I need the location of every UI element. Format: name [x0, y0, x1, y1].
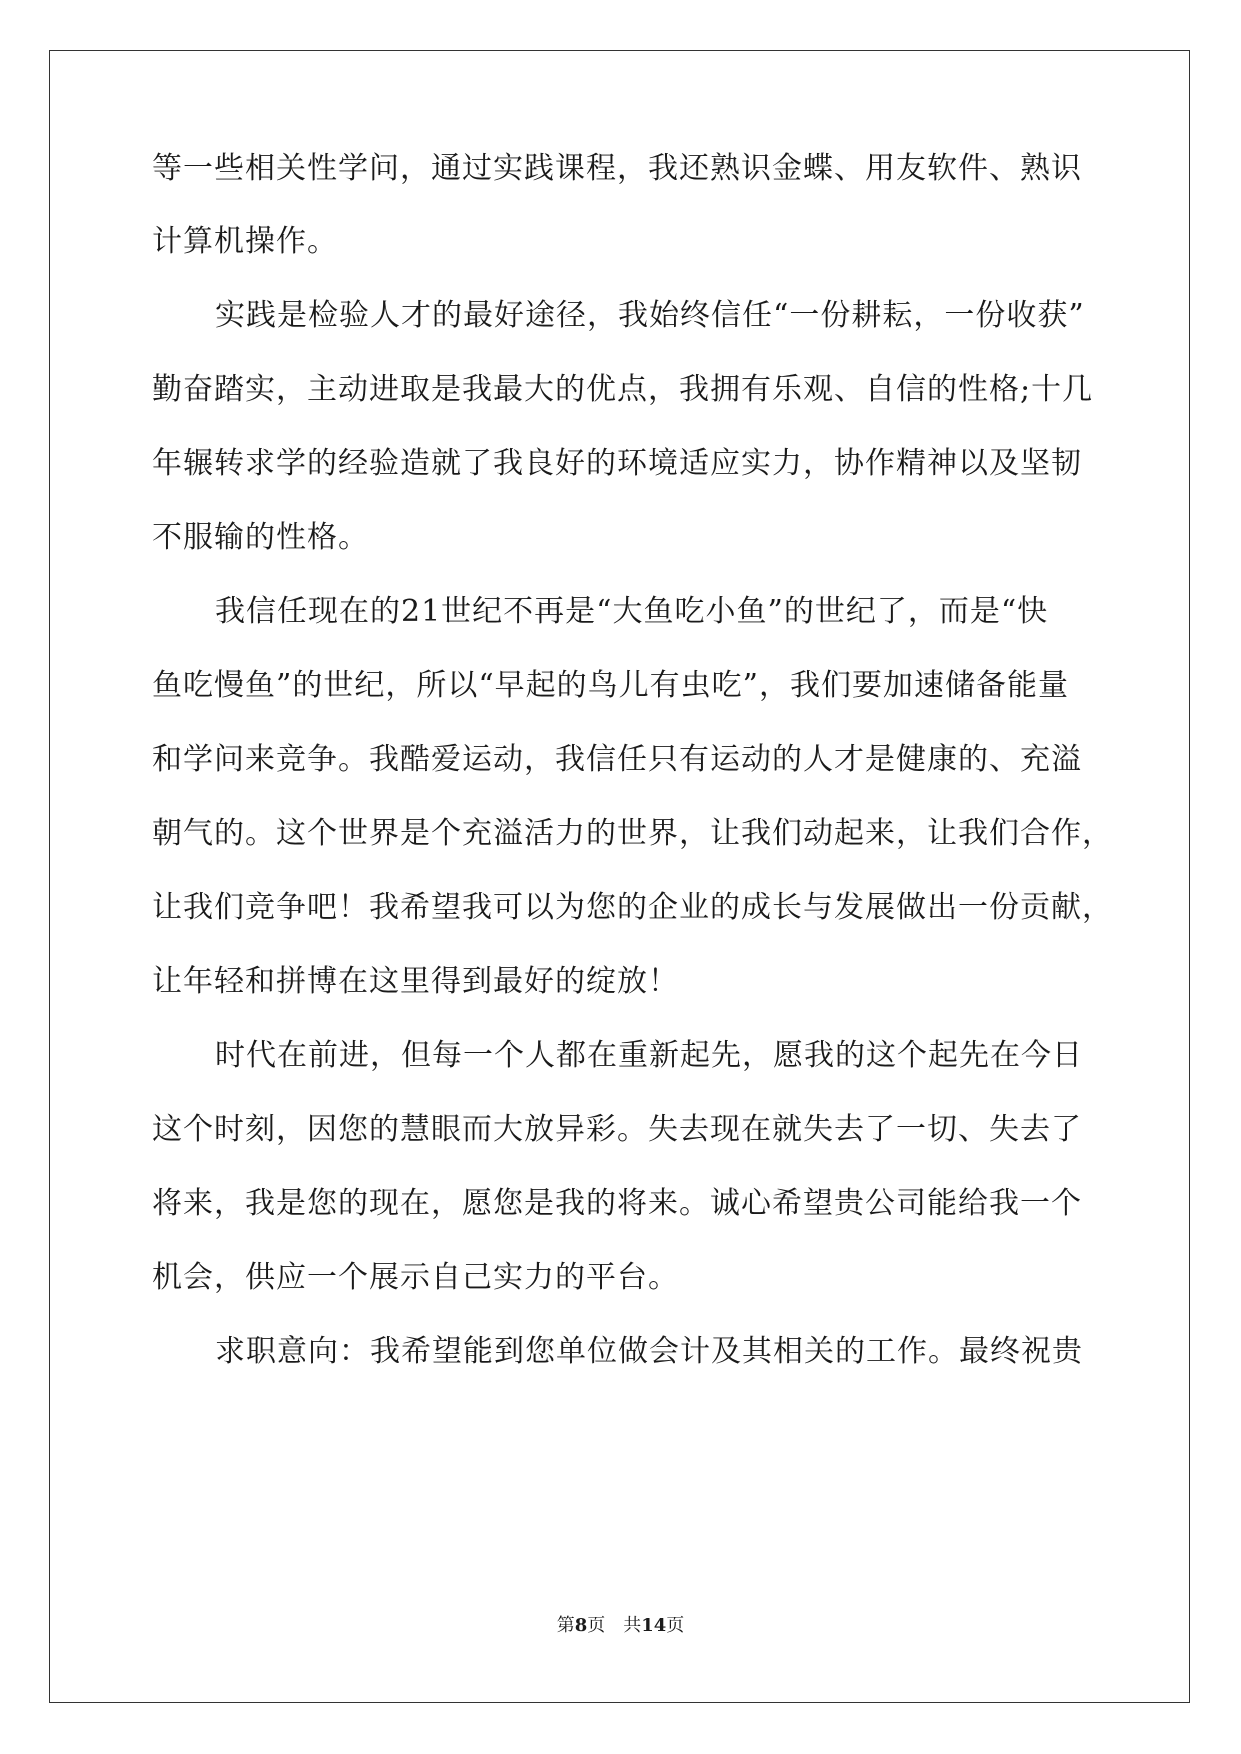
text-line: 让我们竞争吧！我希望我可以为您的企业的成长与发展做出一份贡献， [152, 890, 1113, 925]
text-line: 鱼吃慢鱼”的世纪，所以“早起的鸟儿有虫吃”，我们要加速储备能量 [152, 668, 1070, 703]
page-footer [0, 1614, 1241, 1638]
text-line: 朝气的。这个世界是个充溢活力的世界，让我们动起来，让我们合作， [152, 816, 1113, 851]
text-line: 和学问来竞争。我酷爱运动，我信任只有运动的人才是健康的、充溢 [152, 742, 1082, 777]
text-line: 时代在前进，但每一个人都在重新起先，愿我的这个起先在今日 [215, 1038, 1083, 1073]
text-line: 年辗转求学的经验造就了我良好的环境适应实力，协作精神以及坚韧 [152, 446, 1082, 481]
page-label-prefix: 第 [556, 1615, 575, 1636]
total-label-prefix: 共 [623, 1615, 642, 1636]
text-line: 实践是检验人才的最好途径，我始终信任“一份耕耘，一份收获” [215, 298, 1085, 333]
text-line: 让年轻和拼博在这里得到最好的绽放！ [152, 964, 679, 999]
text-line: 我信任现在的21世纪不再是“大鱼吃小鱼”的世纪了，而是“快 [215, 594, 1049, 629]
text-line: 不服输的性格。 [152, 520, 369, 555]
page-label-suffix: 页 [587, 1615, 606, 1636]
text-line: 将来，我是您的现在，愿您是我的将来。诚心希望贵公司能给我一个 [152, 1186, 1082, 1221]
text-line: 这个时刻，因您的慧眼而大放异彩。失去现在就失去了一切、失去了 [152, 1112, 1082, 1147]
text-line: 勤奋踏实，主动进取是我最大的优点，我拥有乐观、自信的性格;十几 [152, 372, 1094, 407]
text-line: 计算机操作。 [152, 224, 338, 259]
text-line: 机会，供应一个展示自己实力的平台。 [152, 1260, 679, 1295]
current-page-number: 8 [574, 1615, 588, 1636]
text-line: 求职意向：我希望能到您单位做会计及其相关的工作。最终祝贵 [215, 1334, 1083, 1369]
total-label-suffix: 页 [666, 1615, 685, 1636]
text-line: 等一些相关性学问，通过实践课程，我还熟识金蝶、用友软件、熟识 [152, 151, 1082, 186]
total-page-count: 14 [641, 1615, 667, 1636]
